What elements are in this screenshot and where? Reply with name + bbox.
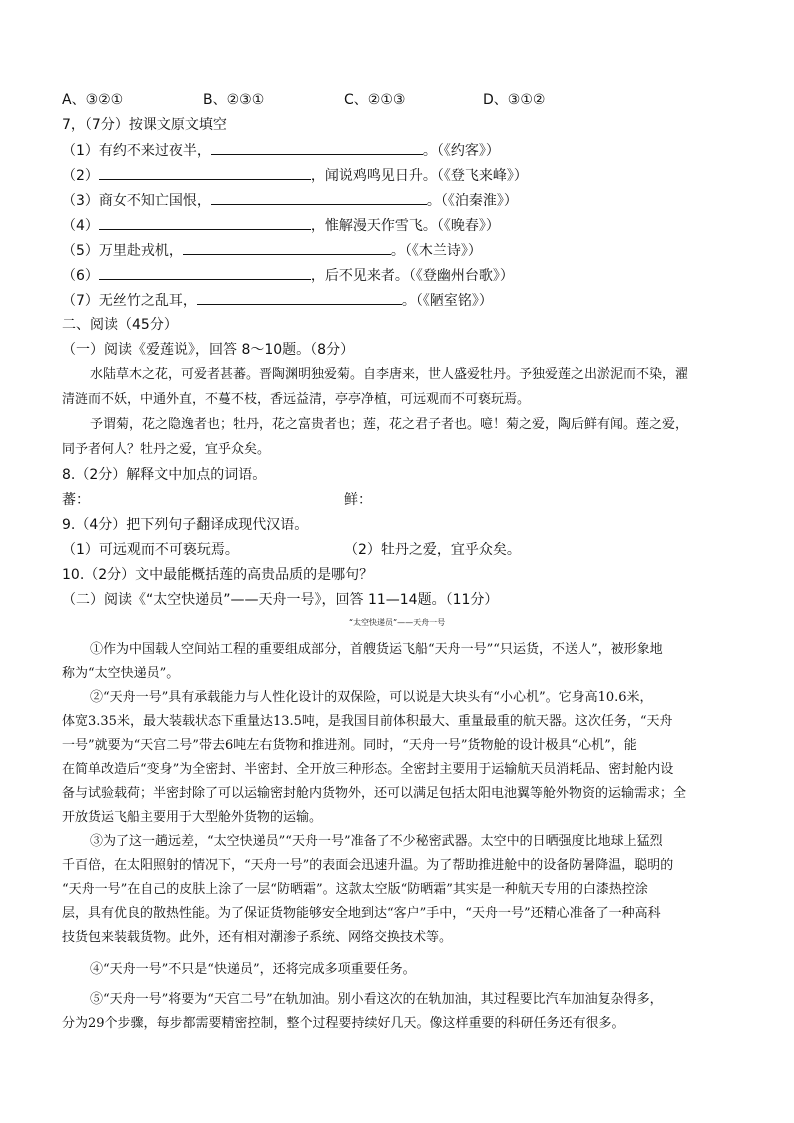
q7-item-3-post: 。（《泊秦淮》）	[426, 193, 518, 209]
q7-item-4-pre: （4）	[62, 218, 99, 234]
article-title: “太空快递员”——天舟一号	[348, 618, 446, 627]
option-c: C、②①③	[344, 92, 406, 108]
q7-item-3-pre: （3）商女不知亡国恨，	[62, 193, 211, 209]
q8-word-b: 鲜：	[344, 492, 372, 508]
article-para-5-line-2: 分为29个步骤，每步都需要精密控制，整个过程要持续好几天。像这样重要的科研任务还有很多。	[62, 1016, 625, 1031]
q7-item-1-post: 。（《约客》）	[422, 143, 500, 159]
q7-item-6-post: ，后不见来者。（《登幽州台歌》）	[310, 268, 514, 284]
article-para-2-line-5: 备与试验载荷；半密封除了可以运输密封舱内货物外，还可以满足包括太阳电池翼等舱外物资的运输需求；全	[62, 786, 687, 801]
q7-item-2-pre: （2）	[62, 168, 99, 184]
q9-heading: 9.（4分）把下列句子翻译成现代汉语。	[62, 517, 309, 533]
q7-item-5-blank[interactable]	[183, 240, 391, 255]
q7-item-6	[62, 265, 514, 286]
article-para-2-line-3: 一号”就要为“天宫二号”带去6吨左右货物和推进剂。同时，“天舟一号”货物舱的设计极具“心机”，能	[62, 738, 637, 753]
q7-item-2-post: ，闻说鸡鸣见日升。（《登飞来峰》）	[310, 168, 528, 184]
q7-item-6-pre: （6）	[62, 268, 99, 284]
q7-item-7	[62, 290, 493, 311]
q7-item-4	[62, 215, 500, 236]
q9-sentence-2: （2）牡丹之爱，宜乎众矣。	[344, 542, 521, 558]
article-para-3-line-4: 层，具有优良的散热性能。为了保证货物能够安全地到达“客户”手中，“天舟一号”还精心准备了一种高科	[62, 906, 661, 921]
q9-sentence-1: （1）可远观而不可亵玩焉。	[62, 542, 239, 558]
article-para-2-line-6: 开放货运飞船主要用于大型舱外货物的运输。	[62, 810, 323, 825]
part-2-heading: （二）阅读《“太空快递员”——天舟一号》，回答 11—14题。（11分）	[62, 592, 499, 608]
q7-item-5-post: 。（《木兰诗》）	[390, 243, 482, 259]
article-para-5-line-1: ⑤“天舟一号”将要为“天宫二号”在轨加油。别小看这次的在轨加油，其过程要比汽车加油复杂得多，	[90, 992, 663, 1007]
option-a: A、③②①	[62, 92, 124, 108]
q7-item-4-post: ，惟解漫天作雪飞。（《晚春》）	[310, 218, 500, 234]
part-1-heading: （一）阅读《爱莲说》，回答 8～10题。（8分）	[62, 342, 355, 358]
q7-item-5-pre: （5）万里赴戎机，	[62, 243, 183, 259]
article-para-2-line-4: 在简单改造后“变身”为全密封、半密封、全开放三种形态。全密封主要用于运输航天员消耗品、密封舱内设	[62, 762, 674, 777]
q7-heading: 7，（7分）按课文原文填空	[62, 117, 227, 133]
q7-item-6-blank[interactable]	[99, 265, 311, 280]
part-1-para-2-line-2: 同予者何人？牡丹之爱，宜乎众矣。	[62, 442, 271, 457]
q7-item-1	[62, 140, 500, 161]
q7-item-5	[62, 240, 482, 261]
q8-heading: 8.（2分）解释文中加点的词语。	[62, 467, 267, 483]
part-1-para-2-line-1: 予谓菊，花之隐逸者也；牡丹，花之富贵者也；莲，花之君子者也。噫！菊之爱，陶后鲜有闻。莲之爱，	[90, 417, 689, 432]
q7-item-7-post: 。（《陋室铭》）	[401, 293, 493, 309]
q10-heading: 10.（2分）文中最能概括莲的高贵品质的是哪句？	[62, 567, 374, 583]
option-d: D、③①②	[483, 92, 546, 108]
article-para-3-line-5: 技货包来装载货物。此外，还有相对潮渗子系统、网络交换技术等。	[62, 930, 453, 945]
article-para-1-line-2: 称为“太空快递员”。	[62, 666, 180, 681]
article-para-2-line-2: 体宽3.35米，最大装载状态下重量达13.5吨，是我国目前体积最大、重量最重的航天器。这次任务，“天舟	[62, 714, 673, 729]
q7-item-2-blank[interactable]	[99, 165, 311, 180]
q7-item-1-pre: （1）有约不来过夜半，	[62, 143, 211, 159]
q8-word-a: 蕃：	[62, 492, 90, 508]
q7-item-3	[62, 190, 518, 211]
article-para-3-line-3: “天舟一号”在自己的皮肤上涂了一层“防晒霜”。这款太空版“防晒霜”其实是一种航天专用的白漆热控涂	[62, 882, 648, 897]
q7-item-3-blank[interactable]	[211, 190, 427, 205]
section-2-heading: 二、阅读（45分）	[62, 317, 178, 333]
article-para-1-line-1: ①作为中国载人空间站工程的重要组成部分，首艘货运飞船“天舟一号”“只运货，不送人”，被形象地	[90, 642, 663, 657]
part-1-para-1-line-1: 水陆草木之花，可爱者甚蕃。晋陶渊明独爱菊。自李唐来，世人盛爱牡丹。予独爱莲之出淤泥而不染，濯	[90, 367, 689, 382]
article-para-2-line-1: ②“天舟一号”具有承载能力与人性化设计的双保险，可以说是大块头有“小心机”。它身高10.6米，	[90, 690, 653, 705]
answer-options-row	[62, 90, 742, 110]
article-para-3-line-2: 千百倍，在太阳照射的情况下，“天舟一号”的表面会迅速升温。为了帮助推进舱中的设备防暑降温，聪明的	[62, 858, 674, 873]
q7-item-4-blank[interactable]	[99, 215, 311, 230]
q7-item-1-blank[interactable]	[211, 140, 423, 155]
q7-item-7-blank[interactable]	[197, 290, 402, 305]
q7-item-2	[62, 165, 528, 186]
q7-item-7-pre: （7）无丝竹之乱耳，	[62, 293, 197, 309]
article-para-3-line-1: ③为了这一趟远差，“太空快递员”“天舟一号”准备了不少秘密武器。太空中的日晒强度比地球上猛烈	[90, 834, 663, 849]
article-para-4-line-1: ④“天舟一号”不只是“快递员”，还将完成多项重要任务。	[90, 962, 416, 977]
option-b: B、②③①	[203, 92, 265, 108]
part-1-para-1-line-2: 清涟而不妖，中通外直，不蔓不枝，香远益清，亭亭净植，可远观而不可亵玩焉。	[62, 392, 531, 407]
